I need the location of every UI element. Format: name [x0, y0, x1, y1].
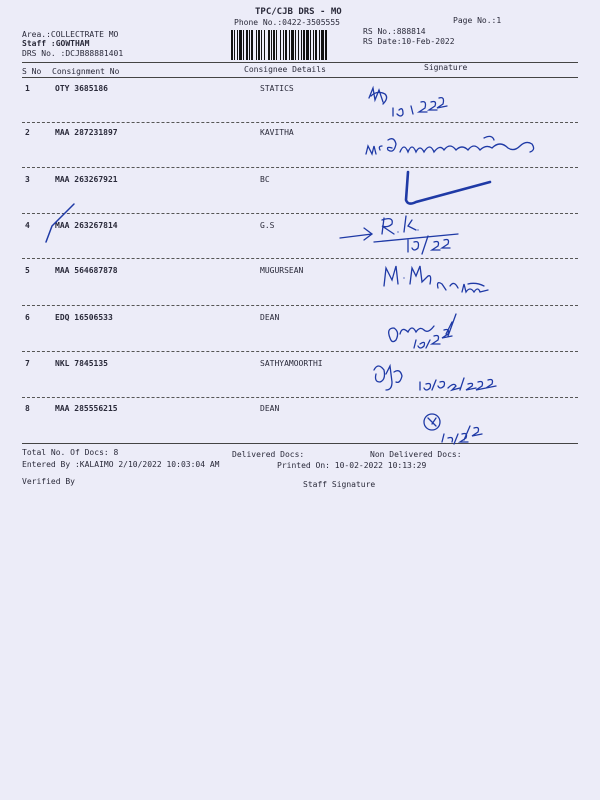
- page-number: Page No.:1: [453, 16, 502, 25]
- printed-on: Printed On: 10-02-2022 10:13:29: [277, 461, 427, 470]
- total-docs: Total No. Of Docs: 8: [22, 448, 119, 457]
- signature-row-2: [364, 134, 554, 164]
- staff-label: Staff :GOWTHAM: [22, 39, 90, 48]
- row-sno: 4: [25, 221, 30, 230]
- row-consignee: STATICS: [260, 84, 294, 93]
- row-consignment-number: MAA 287231897: [55, 128, 118, 137]
- row-divider: [22, 167, 578, 168]
- staff-signature-label: Staff Signature: [303, 480, 376, 489]
- row-sno: 3: [25, 175, 30, 184]
- row-sno: 6: [25, 313, 30, 322]
- signature-row-8: [418, 408, 488, 448]
- signature-row-4: [338, 212, 468, 260]
- barcode: [231, 30, 355, 60]
- row4-strike-mark: [44, 202, 84, 250]
- row-consignment-number: EDQ 16506533: [55, 313, 113, 322]
- row-sno: 1: [25, 84, 30, 93]
- row-consignee: BC: [260, 175, 270, 184]
- signature-row-6: [386, 304, 476, 354]
- signature-row-1: [365, 84, 455, 124]
- row-consignment-number: OTY 3685186: [55, 84, 108, 93]
- signature-row-7: [370, 360, 500, 400]
- col-header-consignment: Consignment No: [52, 67, 120, 76]
- col-header-sno: S No: [22, 67, 42, 76]
- row-consignee: SATHYAMOORTHI: [260, 359, 323, 368]
- row-divider: [22, 351, 578, 352]
- row-consignment-number: MAA 263267814: [55, 221, 118, 230]
- row-sno: 5: [25, 266, 30, 275]
- page-title: TPC/CJB DRS - MO: [255, 7, 342, 17]
- non-delivered-docs: Non Delivered Docs:: [370, 450, 462, 459]
- col-header-signature: Signature: [424, 63, 468, 72]
- area-label: Area.:COLLECTRATE MO: [22, 30, 119, 39]
- row-consignment-number: NKL 7845135: [55, 359, 108, 368]
- entered-by: Entered By :KALAIMO 2/10/2022 10:03:04 AM: [22, 460, 220, 469]
- row-divider: [22, 122, 578, 123]
- row-consignment-number: MAA 285556215: [55, 404, 118, 413]
- row-sno: 8: [25, 404, 30, 413]
- col-header-consignee: Consignee Details: [244, 65, 326, 74]
- row-consignee: MUGURSEAN: [260, 266, 304, 275]
- row-consignee: KAVITHA: [260, 128, 294, 137]
- row-consignment-number: MAA 263267921: [55, 175, 118, 184]
- column-header-divider: [22, 77, 578, 78]
- table-bottom-divider: [22, 443, 578, 444]
- signature-row-3: [398, 170, 498, 214]
- row-sno: 7: [25, 359, 30, 368]
- delivered-docs: Delivered Docs:: [232, 450, 305, 459]
- row-sno: 2: [25, 128, 30, 137]
- rs-number: RS No.:888814: [363, 27, 426, 36]
- drs-number: DRS No. :DCJB88881401: [22, 49, 124, 58]
- row-consignment-number: MAA 564687878: [55, 266, 118, 275]
- row-divider: [22, 258, 578, 259]
- signature-row-5: [380, 262, 510, 308]
- rs-date: RS Date:10-Feb-2022: [363, 37, 455, 46]
- row-consignee: DEAN: [260, 404, 280, 413]
- header-divider: [22, 62, 578, 63]
- phone-number: Phone No.:0422-3505555: [234, 18, 340, 27]
- verified-by: Verified By: [22, 477, 75, 486]
- row-consignee: DEAN: [260, 313, 280, 322]
- row-consignee: G.S: [260, 221, 275, 230]
